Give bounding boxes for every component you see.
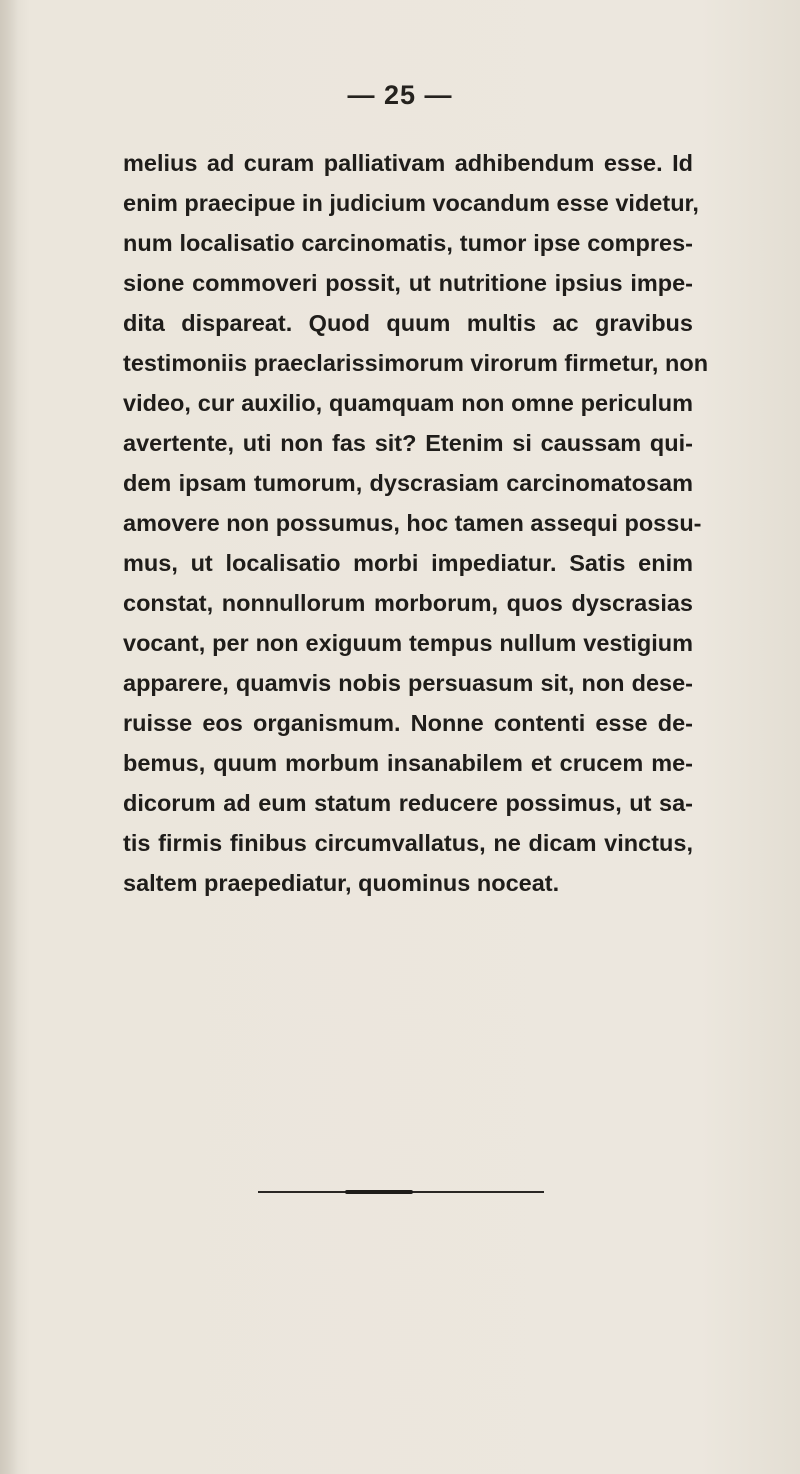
text-line: dem ipsam tumorum, dyscrasiam carcinomatosam bbox=[123, 470, 693, 496]
text-line: enim praecipue in judicium vocandum esse videtur, bbox=[123, 190, 699, 216]
page-number: — 25 — bbox=[347, 80, 453, 110]
text-line-last: saltem praepediatur, quominus noceat. bbox=[123, 870, 560, 896]
text-line: melius ad curam palliativam adhibendum esse. Id bbox=[123, 150, 693, 176]
text-line: video, cur auxilio, quamquam non omne periculum bbox=[123, 390, 693, 416]
text-line: avertente, uti non fas sit? Etenim si caussam qui- bbox=[123, 430, 693, 456]
text-line: constat, nonnullorum morborum, quos dyscrasias bbox=[123, 590, 693, 616]
text-line: amovere non possumus, hoc tamen assequi possu- bbox=[123, 510, 702, 536]
section-divider-ornament bbox=[345, 1190, 413, 1194]
text-line: sione commoveri possit, ut nutritione ipsius impe- bbox=[123, 270, 693, 296]
text-line: bemus, quum morbum insanabilem et crucem me- bbox=[123, 750, 693, 776]
text-line: ruisse eos organismum. Nonne contenti esse de- bbox=[123, 710, 693, 736]
text-line: dita dispareat. Quod quum multis ac gravibus bbox=[123, 310, 693, 336]
text-line: apparere, quamvis nobis persuasum sit, non dese- bbox=[123, 670, 693, 696]
text-line: tis firmis finibus circumvallatus, ne dicam vinctus, bbox=[123, 830, 693, 856]
text-line: mus, ut localisatio morbi impediatur. Satis enim bbox=[123, 550, 693, 576]
text-line: testimoniis praeclarissimorum virorum firmetur, non bbox=[123, 350, 709, 376]
text-line: dicorum ad eum statum reducere possimus, ut sa- bbox=[123, 790, 693, 816]
text-line: num localisatio carcinomatis, tumor ipse compres- bbox=[123, 230, 693, 256]
text-line: vocant, per non exiguum tempus nullum vestigium bbox=[123, 630, 693, 656]
page-edge-shadow bbox=[0, 0, 18, 1474]
body-text bbox=[123, 143, 709, 903]
